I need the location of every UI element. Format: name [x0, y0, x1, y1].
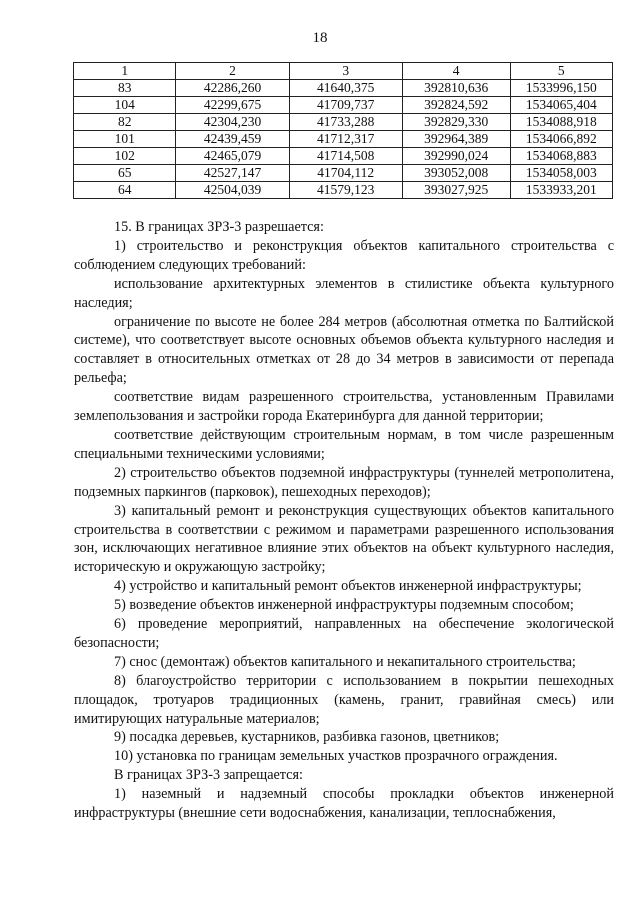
table-cell: 42504,039 [176, 182, 289, 199]
table-cell: 41733,288 [289, 114, 402, 131]
paragraph: ограничение по высоте не более 284 метров (абсолютная отметка по Балтийской системе), что соответствует высоте основных объемов объекта культурного наследия и составляет в относительных отметках от 28 до 34 метров в зависимости от перепада рельефа; [74, 313, 614, 387]
paragraph: 1) наземный и надземный способы прокладки объектов инженерной инфраструктуры (внешние сети водоснабжения, канализации, теплоснабжения, [74, 786, 614, 822]
column-header: 3 [289, 63, 402, 80]
table-row [74, 80, 613, 97]
table-cell: 1534066,892 [510, 131, 612, 148]
column-header: 5 [510, 63, 612, 80]
table-cell: 393027,925 [402, 182, 510, 199]
table-cell: 101 [74, 131, 176, 148]
body-text [74, 218, 614, 823]
table-cell: 42527,147 [176, 165, 289, 182]
table-cell: 41712,317 [289, 131, 402, 148]
table-cell: 104 [74, 97, 176, 114]
paragraph: 7) снос (демонтаж) объектов капитального и некапитального строительства; [114, 653, 576, 670]
paragraph: 1) строительство и реконструкция объектов капитального строительства с соблюдением следующих требований: [74, 237, 614, 273]
table-cell: 393052,008 [402, 165, 510, 182]
table-cell: 102 [74, 148, 176, 165]
section-heading: В границах ЗРЗ-3 запрещается: [114, 767, 303, 784]
page-number: 18 [312, 30, 328, 46]
table-cell: 42286,260 [176, 80, 289, 97]
table-row [74, 165, 613, 182]
coordinates-table [73, 62, 613, 199]
table-row [74, 148, 613, 165]
paragraph: 10) установка по границам земельных участков прозрачного ограждения. [114, 748, 558, 765]
table-row [74, 131, 613, 148]
table-cell: 1534065,404 [510, 97, 612, 114]
column-header: 4 [402, 63, 510, 80]
table-cell: 392990,024 [402, 148, 510, 165]
table-cell: 42299,675 [176, 97, 289, 114]
table-cell: 41704,112 [289, 165, 402, 182]
table-cell: 41579,123 [289, 182, 402, 199]
paragraph: соответствие видам разрешенного строительства, установленным Правилами землепользования и застройки города Екатеринбурга для данной территории; [74, 389, 614, 425]
table-cell: 41714,508 [289, 148, 402, 165]
table-cell: 1534088,918 [510, 114, 612, 131]
table-cell: 1533996,150 [510, 80, 612, 97]
paragraph: 3) капитальный ремонт и реконструкция существующих объектов капитального строительства в соответствии с режимом и параметрами разрешенного использования зон, исключающих негативное влияние этих объектов на объект культурного наследия, историческую и окружающую застройку; [74, 502, 614, 576]
table-cell: 392829,330 [402, 114, 510, 131]
paragraph: 5) возведение объектов инженерной инфраструктуры подземным способом; [114, 597, 574, 614]
table-cell: 83 [74, 80, 176, 97]
paragraph: 4) устройство и капитальный ремонт объектов инженерной инфраструктуры; [114, 578, 582, 595]
table-row [74, 114, 613, 131]
table-header-row [74, 63, 613, 80]
table-cell: 392964,389 [402, 131, 510, 148]
table-cell: 64 [74, 182, 176, 199]
table-row [74, 182, 613, 199]
paragraph: соответствие действующим строительным нормам, в том числе разрешенным специальными техническими условиями; [74, 426, 614, 462]
paragraph: 8) благоустройство территории с использованием в покрытии пешеходных площадок, тротуаров традиционных (камень, гранит, гравийная смесь) или имитирующих натуральные материалов; [74, 672, 614, 727]
table-cell: 1533933,201 [510, 182, 612, 199]
table-cell: 392824,592 [402, 97, 510, 114]
table-cell: 1534068,883 [510, 148, 612, 165]
paragraph: 2) строительство объектов подземной инфраструктуры (туннелей метрополитена, подземных паркингов (парковок), пешеходных переходов); [74, 464, 614, 500]
table-row [74, 97, 613, 114]
table-cell: 42465,079 [176, 148, 289, 165]
section-heading: 15. В границах ЗРЗ-3 разрешается: [114, 219, 324, 235]
table-cell: 41640,375 [289, 80, 402, 97]
table-cell: 82 [74, 114, 176, 131]
paragraph: 6) проведение мероприятий, направленных на обеспечение экологической безопасности; [74, 616, 614, 651]
paragraph: 9) посадка деревьев, кустарников, разбивка газонов, цветников; [114, 729, 500, 746]
table-cell: 1534058,003 [510, 165, 612, 182]
table-cell: 42439,459 [176, 131, 289, 148]
paragraph: использование архитектурных элементов в стилистике объекта культурного наследия; [74, 275, 614, 311]
table-cell: 42304,230 [176, 114, 289, 131]
column-header: 1 [74, 63, 176, 80]
table-cell: 392810,636 [402, 80, 510, 97]
table-cell: 41709,737 [289, 97, 402, 114]
column-header: 2 [176, 63, 289, 80]
table-cell: 65 [74, 165, 176, 182]
